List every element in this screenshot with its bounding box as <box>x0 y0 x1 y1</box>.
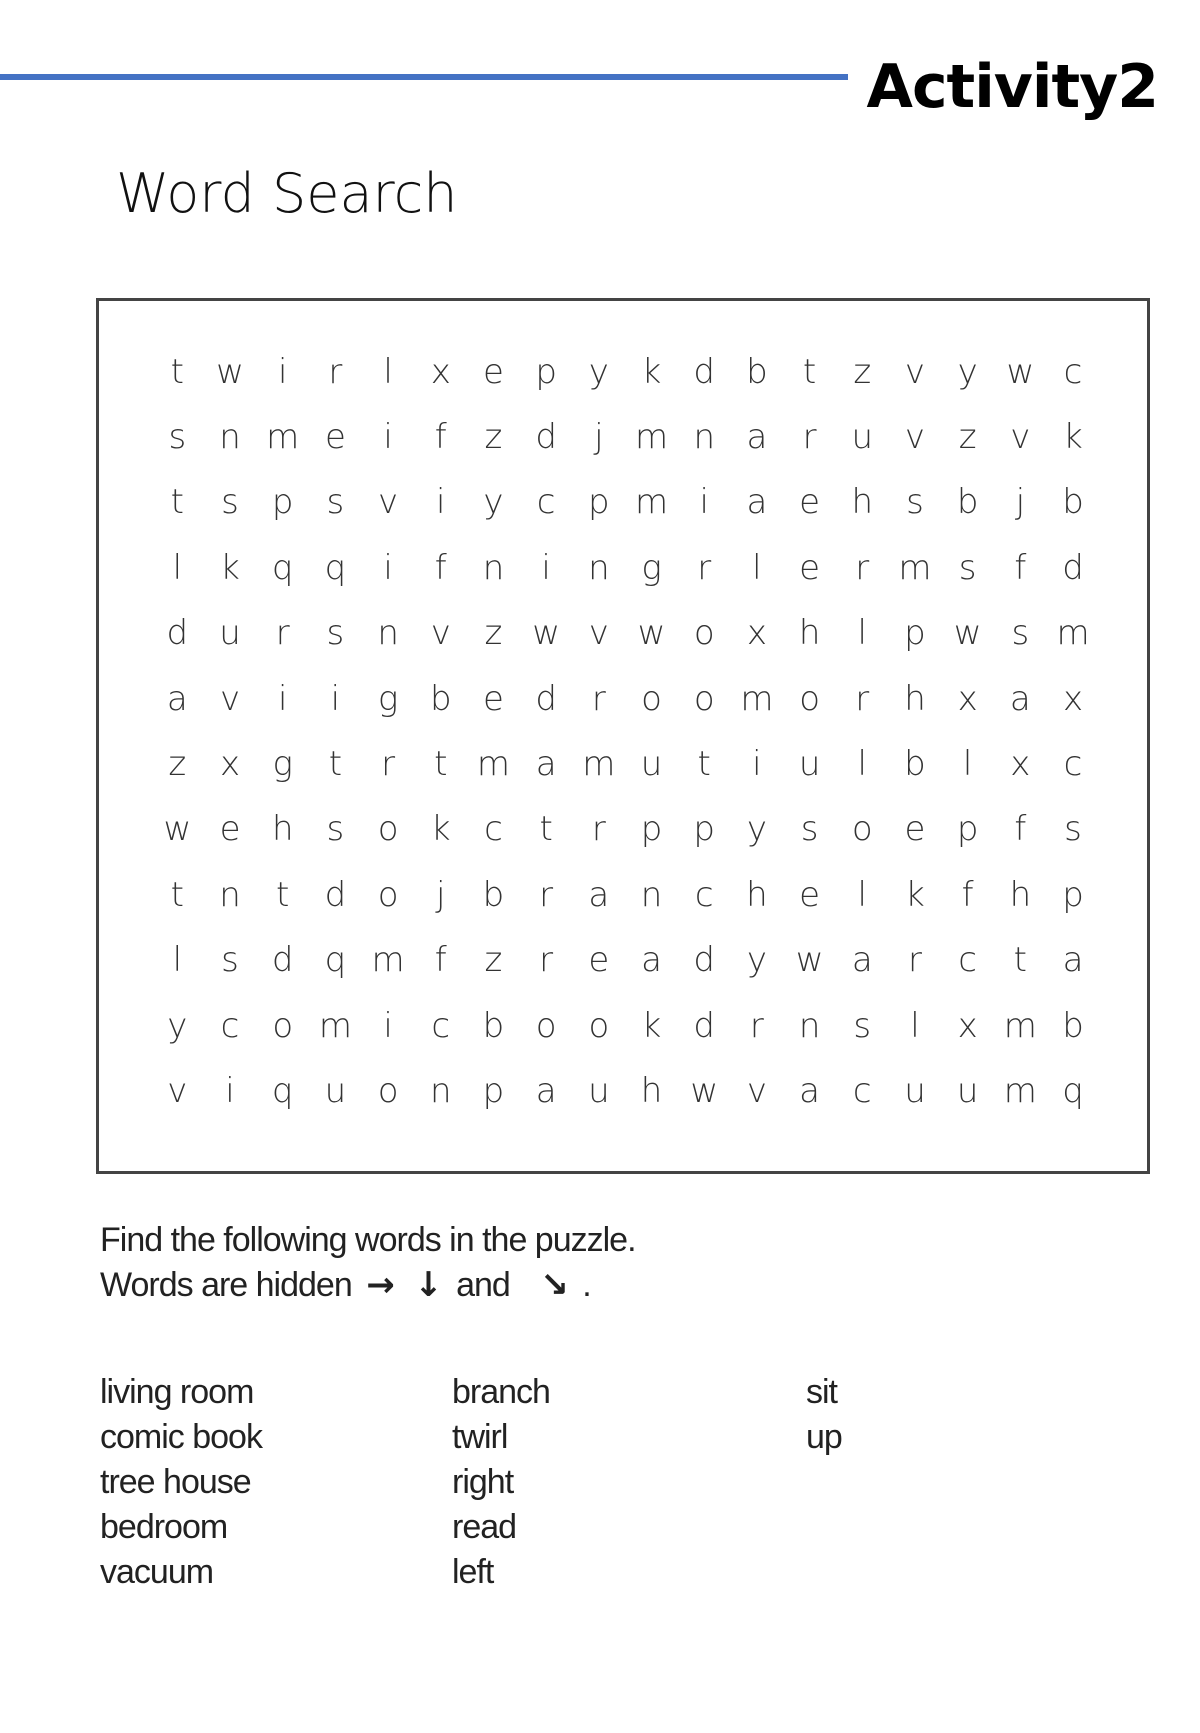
grid-letter: m <box>898 547 932 588</box>
grid-letter: e <box>904 809 926 850</box>
grid-letter: d <box>693 351 716 392</box>
grid-letter: t <box>170 351 185 392</box>
word-list-column-1 <box>100 1370 262 1595</box>
grid-letter: z <box>168 744 187 785</box>
grid-letter: t <box>697 744 711 785</box>
grid-letter: a <box>746 417 768 458</box>
grid-letter: u <box>904 1070 926 1111</box>
grid-letter: a <box>588 874 610 915</box>
grid-letter: z <box>484 417 503 458</box>
grid-letter: s <box>1011 613 1030 654</box>
grid-letter: d <box>324 874 347 915</box>
grid-letter: r <box>328 351 343 392</box>
grid-letter: h <box>271 809 294 850</box>
grid-letter: h <box>904 678 926 719</box>
grid-letter: s <box>326 482 345 523</box>
grid-letter: o <box>799 678 820 719</box>
grid-letter: q <box>271 1070 294 1111</box>
grid-letter: g <box>377 678 399 719</box>
grid-letter: g <box>641 547 662 588</box>
grid-letter: e <box>483 678 504 719</box>
grid-letter: d <box>535 417 557 458</box>
grid-letter: c <box>694 874 714 915</box>
grid-letter: b <box>904 744 926 785</box>
grid-letter: f <box>434 940 447 981</box>
word-list-item: tree house <box>100 1463 251 1501</box>
grid-letter: m <box>582 744 616 785</box>
grid-letter: p <box>693 809 716 850</box>
grid-letter: v <box>1010 417 1031 458</box>
word-list-item: read <box>452 1508 517 1546</box>
grid-letter: u <box>851 417 874 458</box>
grid-letter: q <box>324 547 347 588</box>
grid-letter: k <box>220 547 240 588</box>
grid-letter: l <box>962 744 973 785</box>
grid-letter: w <box>953 613 982 654</box>
grid-letter: n <box>482 547 505 588</box>
grid-letter: p <box>904 613 926 654</box>
grid-letter: s <box>221 482 239 523</box>
instructions <box>100 1218 636 1308</box>
grid-letter: b <box>956 482 979 523</box>
grid-letter: m <box>634 482 669 523</box>
grid-letter: n <box>219 417 241 458</box>
word-list-column-3 <box>806 1370 842 1460</box>
grid-letter: s <box>800 809 819 850</box>
grid-letter: n <box>219 874 241 915</box>
grid-letter: r <box>539 940 554 981</box>
grid-letter: v <box>746 1070 767 1111</box>
instructions-and: and <box>456 1266 510 1304</box>
grid-letter: p <box>535 351 557 392</box>
instructions-line-1: Find the following words in the puzzle. <box>100 1221 636 1259</box>
grid-letter: u <box>219 613 241 654</box>
grid-letter: s <box>958 547 977 588</box>
grid-letter: p <box>640 809 663 850</box>
arrow-right-icon: → <box>366 1265 394 1305</box>
grid-letter: y <box>588 351 609 392</box>
grid-letter: u <box>640 744 663 785</box>
grid-letter: o <box>377 874 399 915</box>
grid-letter: i <box>541 547 551 588</box>
grid-letter: n <box>588 547 610 588</box>
grid-letter: z <box>958 417 977 458</box>
grid-letter: s <box>326 809 345 850</box>
grid-letter: m <box>371 940 405 981</box>
grid-letter: v <box>430 613 451 654</box>
grid-letter: b <box>482 1005 505 1046</box>
grid-letter: m <box>318 1005 352 1046</box>
grid-letter: i <box>436 482 446 523</box>
grid-letter: v <box>904 417 926 458</box>
grid-letter: u <box>798 744 821 785</box>
grid-letter: w <box>795 940 824 981</box>
grid-letter: s <box>168 417 187 458</box>
grid-letter: i <box>277 351 288 392</box>
word-search-puzzle <box>96 298 1150 1174</box>
grid-letter: l <box>172 940 183 981</box>
grid-letter: w <box>690 1070 719 1111</box>
grid-letter: l <box>383 351 393 392</box>
grid-letter: v <box>904 351 926 392</box>
grid-letter: m <box>1003 1005 1037 1046</box>
grid-letter: n <box>430 1070 452 1111</box>
grid-letter: p <box>588 482 610 523</box>
grid-letter: k <box>641 1005 662 1046</box>
grid-letter: o <box>377 1070 399 1111</box>
grid-letter: t <box>1013 940 1028 981</box>
grid-letter: t <box>434 744 448 785</box>
grid-letter: a <box>746 482 768 523</box>
word-list-item: right <box>452 1463 514 1501</box>
grid-letter: p <box>1062 874 1084 915</box>
grid-letter: h <box>798 613 821 654</box>
grid-letter: q <box>1062 1070 1084 1111</box>
grid-letter: c <box>484 809 503 850</box>
grid-letter: c <box>220 1005 240 1046</box>
word-list-item: vacuum <box>100 1553 214 1591</box>
grid-letter: s <box>906 482 924 523</box>
grid-letter: v <box>588 613 609 654</box>
grid-letter: z <box>484 940 503 981</box>
grid-letter: v <box>219 678 241 719</box>
grid-letter: c <box>431 1005 451 1046</box>
grid-letter: p <box>956 809 979 850</box>
grid-letter: a <box>799 1070 821 1111</box>
activity-title: Activity2 <box>866 52 1158 122</box>
word-list-item: branch <box>452 1373 550 1411</box>
grid-letter: t <box>802 351 817 392</box>
instructions-period: . <box>582 1266 591 1304</box>
grid-letter: m <box>1056 613 1090 654</box>
grid-letter: j <box>1015 482 1026 523</box>
grid-letter: b <box>746 351 768 392</box>
grid-letter: l <box>910 1005 920 1046</box>
grid-letter: z <box>853 351 872 392</box>
grid-letter: b <box>429 678 452 719</box>
grid-letter: t <box>328 744 343 785</box>
grid-letter: r <box>749 1005 764 1046</box>
grid-letter: w <box>637 613 666 654</box>
grid-letter: n <box>798 1005 821 1046</box>
grid-letter: f <box>1014 809 1027 850</box>
grid-letter: m <box>266 417 300 458</box>
grid-letter: t <box>170 482 185 523</box>
word-list-item: comic book <box>100 1418 262 1456</box>
grid-letter: h <box>746 874 768 915</box>
grid-letter: r <box>855 678 870 719</box>
grid-letter: t <box>276 874 290 915</box>
grid-letter: l <box>172 547 183 588</box>
grid-letter: r <box>275 613 290 654</box>
grid-letter: d <box>1062 547 1084 588</box>
grid-letter: i <box>277 678 288 719</box>
word-list-item: bedroom <box>100 1508 228 1546</box>
grid-letter: b <box>1062 1005 1084 1046</box>
grid-letter: w <box>1006 351 1035 392</box>
grid-letter: v <box>378 482 399 523</box>
grid-letter: f <box>961 874 974 915</box>
grid-letter: c <box>852 1070 872 1111</box>
grid-letter: d <box>271 940 294 981</box>
grid-letter: r <box>381 744 396 785</box>
grid-letter: o <box>588 1005 610 1046</box>
grid-letter: r <box>907 940 922 981</box>
grid-letter: b <box>482 874 505 915</box>
grid-letter: y <box>957 351 978 392</box>
grid-letter: d <box>693 940 716 981</box>
grid-letter: c <box>536 482 556 523</box>
word-list-item: living room <box>100 1373 254 1411</box>
grid-letter: p <box>271 482 294 523</box>
word-list-column-2 <box>452 1370 550 1595</box>
instructions-line-2 <box>100 1263 636 1308</box>
grid-letter: a <box>166 678 188 719</box>
grid-letter: t <box>170 874 185 915</box>
grid-letter: y <box>746 809 767 850</box>
grid-letter: k <box>641 351 662 392</box>
grid-letter: x <box>957 678 978 719</box>
grid-letter: q <box>324 940 347 981</box>
grid-letter: a <box>535 1070 557 1111</box>
grid-letter: l <box>752 547 762 588</box>
grid-letter: o <box>693 613 715 654</box>
word-list-item: twirl <box>452 1418 508 1456</box>
grid-letter: c <box>958 940 977 981</box>
grid-letter: o <box>851 809 873 850</box>
grid-letter: m <box>1003 1070 1037 1111</box>
grid-letter: y <box>746 940 767 981</box>
word-list-item: left <box>452 1553 494 1591</box>
grid-letter: e <box>799 482 821 523</box>
grid-letter: m <box>634 417 669 458</box>
grid-letter: r <box>591 678 606 719</box>
grid-letter: j <box>594 417 604 458</box>
grid-letter: d <box>535 678 557 719</box>
grid-letter: e <box>324 417 346 458</box>
grid-letter: m <box>476 744 511 785</box>
grid-letter: f <box>434 417 447 458</box>
word-list-item: sit <box>806 1373 837 1411</box>
grid-letter: x <box>957 1005 978 1046</box>
header-rule <box>0 74 848 80</box>
grid-letter: r <box>697 547 712 588</box>
letter-grid <box>151 339 1099 1124</box>
grid-letter: c <box>1063 744 1083 785</box>
grid-letter: h <box>851 482 874 523</box>
grid-letter: u <box>588 1070 610 1111</box>
grid-letter: b <box>1062 482 1084 523</box>
grid-letter: a <box>641 940 662 981</box>
grid-letter: o <box>641 678 662 719</box>
grid-letter: g <box>272 744 293 785</box>
grid-letter: y <box>483 482 504 523</box>
grid-letter: m <box>740 678 774 719</box>
grid-letter: e <box>799 547 821 588</box>
grid-letter: k <box>905 874 925 915</box>
grid-letter: o <box>535 1005 557 1046</box>
grid-letter: a <box>1009 678 1031 719</box>
grid-letter: w <box>163 809 192 850</box>
grid-letter: r <box>855 547 870 588</box>
grid-letter: e <box>483 351 504 392</box>
grid-letter: f <box>434 547 447 588</box>
grid-letter: s <box>221 940 239 981</box>
grid-letter: n <box>693 417 715 458</box>
grid-letter: r <box>802 417 817 458</box>
grid-letter: n <box>640 874 663 915</box>
grid-letter: r <box>539 874 554 915</box>
grid-letter: d <box>693 1005 716 1046</box>
grid-letter: k <box>1063 417 1083 458</box>
grid-letter: l <box>857 874 867 915</box>
grid-letter: h <box>640 1070 663 1111</box>
grid-letter: x <box>1062 678 1084 719</box>
grid-letter: d <box>166 613 189 654</box>
arrow-diagonal-icon: ↘ <box>540 1265 568 1305</box>
grid-letter: p <box>482 1070 505 1111</box>
grid-letter: l <box>857 613 867 654</box>
grid-letter: x <box>746 613 767 654</box>
grid-letter: q <box>271 547 294 588</box>
grid-letter: i <box>383 417 393 458</box>
grid-letter: o <box>377 809 399 850</box>
grid-letter: o <box>272 1005 294 1046</box>
grid-letter: i <box>330 678 341 719</box>
grid-letter: j <box>436 874 446 915</box>
grid-letter: a <box>535 744 557 785</box>
instructions-prefix: Words are hidden <box>100 1266 352 1304</box>
grid-letter: y <box>167 1005 188 1046</box>
grid-letter: v <box>167 1070 188 1111</box>
grid-letter: u <box>956 1070 979 1111</box>
grid-letter: w <box>532 613 561 654</box>
grid-letter: s <box>1064 809 1082 850</box>
grid-letter: t <box>539 809 553 850</box>
grid-letter: x <box>219 744 241 785</box>
grid-letter: x <box>430 351 451 392</box>
grid-letter: i <box>699 482 709 523</box>
grid-letter: x <box>1010 744 1031 785</box>
grid-letter: s <box>326 613 345 654</box>
grid-letter: a <box>1062 940 1084 981</box>
grid-letter: o <box>693 678 715 719</box>
grid-letter: e <box>219 809 241 850</box>
grid-letter: i <box>383 547 393 588</box>
grid-letter: w <box>216 351 244 392</box>
grid-letter: a <box>851 940 873 981</box>
grid-letter: e <box>588 940 610 981</box>
grid-letter: h <box>1009 874 1032 915</box>
grid-letter: u <box>324 1070 347 1111</box>
grid-letter: i <box>752 744 762 785</box>
grid-letter: n <box>377 613 399 654</box>
grid-letter: f <box>1014 547 1027 588</box>
grid-letter: c <box>1063 351 1083 392</box>
grid-letter: z <box>484 613 503 654</box>
grid-letter: e <box>799 874 821 915</box>
word-list-item: up <box>806 1418 842 1456</box>
grid-letter: i <box>225 1070 235 1111</box>
grid-letter: i <box>383 1005 393 1046</box>
arrow-down-icon: ↓ <box>414 1265 442 1305</box>
grid-letter: s <box>853 1005 872 1046</box>
page-title: Word Search <box>116 162 458 225</box>
grid-letter: k <box>430 809 451 850</box>
grid-letter: l <box>857 744 867 785</box>
grid-letter: r <box>591 809 606 850</box>
